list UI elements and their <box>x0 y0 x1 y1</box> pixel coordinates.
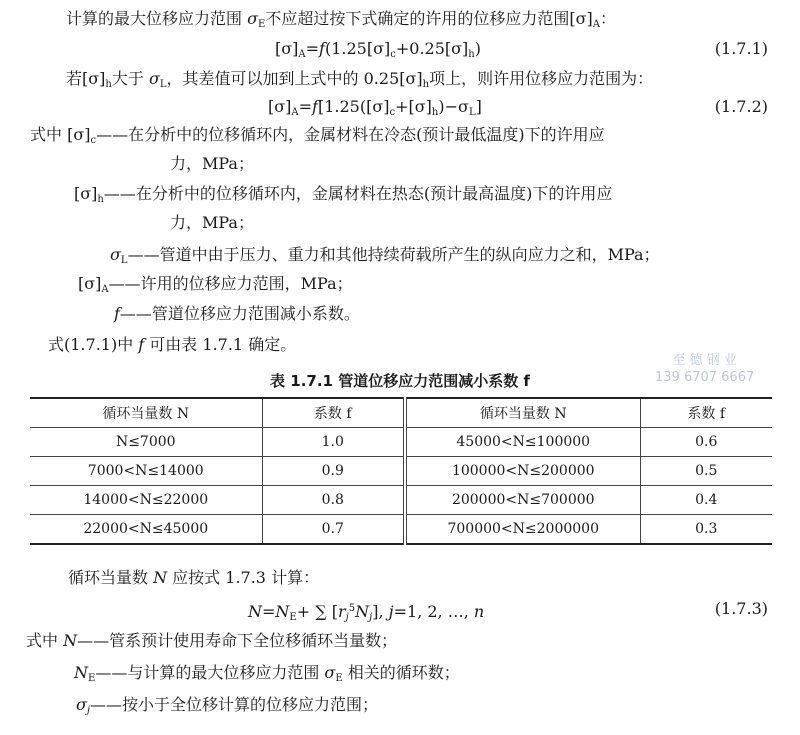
table-row <box>30 515 772 545</box>
text-segment: = <box>305 39 320 58</box>
text-line <box>76 694 378 722</box>
table-header-row <box>30 398 772 428</box>
reduction-factor-table <box>30 397 772 545</box>
text-segment: h <box>431 107 439 118</box>
text-segment: [σ] <box>78 274 102 293</box>
table-row <box>30 428 772 457</box>
cycles-cell: 14000<N≤22000 <box>30 486 262 515</box>
text-segment: ——许用的位移应力范围，MPa； <box>108 274 353 293</box>
text-line <box>248 598 484 629</box>
watermark-phone: 139 6707 6667 <box>655 370 755 385</box>
text-segment: 若[σ] <box>66 69 106 88</box>
text-segment: + ∑ [ <box>296 602 338 621</box>
text-segment: 计算的最大位移应力范围 <box>66 9 248 28</box>
text-segment: f <box>138 335 145 354</box>
cycles-cell: 22000<N≤45000 <box>30 515 262 545</box>
text-line <box>68 567 319 589</box>
text-segment: N <box>74 663 88 682</box>
text-segment: = <box>262 602 276 621</box>
text-segment: 不应超过按下式确定的许用的位移应力范围[σ] <box>265 9 593 28</box>
text-segment: c <box>90 135 97 146</box>
equation-number: (1.7.1) <box>714 39 768 58</box>
text-segment: ] <box>475 97 482 116</box>
text-segment: ，其差值可以加到上式中的 0.25[σ] <box>166 69 423 88</box>
text-segment: (1.25[σ] <box>324 39 391 58</box>
text-segment: ——管系预计使用寿命下全位移循环当量数； <box>77 631 398 650</box>
factor-cell: 1.0 <box>262 428 405 457</box>
text-segment: 循环当量数 <box>68 568 154 587</box>
text-segment: =1, 2, …, <box>393 602 474 621</box>
text-segment: h <box>422 79 430 90</box>
text-segment: ——与计算的最大位移应力范围 <box>95 663 325 682</box>
text-segment: )−σ <box>438 97 469 116</box>
cycles-cell: 7000<N≤14000 <box>30 457 262 486</box>
text-segment: 式(1.7.1)中 <box>48 335 139 354</box>
text-segment: 式中 [σ] <box>30 125 91 144</box>
text-line <box>268 96 482 124</box>
text-segment: ——按小于全位移计算的位移应力范围； <box>90 695 379 714</box>
text-segment: σ <box>76 695 87 714</box>
text-line <box>26 630 397 652</box>
text-segment: 式中 <box>26 631 64 650</box>
text-segment: L <box>120 255 128 266</box>
text-segment: σ <box>324 663 336 682</box>
text-segment: A <box>592 19 600 30</box>
header-factor: 系数 f <box>262 398 405 428</box>
text-segment: ——在分析中的位移循环内，金属材料在冷态(预计最低温度)下的许用应 <box>96 125 605 144</box>
text-segment: E <box>258 19 266 30</box>
text-segment: A <box>298 49 306 60</box>
text-segment: N <box>275 602 290 621</box>
text-segment: 大于 <box>111 69 149 88</box>
text-segment: A <box>291 107 299 118</box>
text-segment: ——管道位移应力范围减小系数。 <box>119 304 360 323</box>
text-segment: j <box>369 612 373 623</box>
text-segment: +0.25[σ] <box>395 39 469 58</box>
text-segment: σ <box>110 245 121 264</box>
text-segment: N <box>153 568 168 587</box>
factor-cell: 0.6 <box>640 428 772 457</box>
text-segment: A <box>101 284 109 295</box>
cycles-cell: 100000<N≤200000 <box>405 457 640 486</box>
text-segment: h <box>105 79 112 90</box>
header-cycles: 循环当量数 N <box>405 398 640 428</box>
text-line <box>110 244 660 272</box>
text-line <box>48 334 296 356</box>
text-segment: f <box>319 39 325 58</box>
equation-number: (1.7.2) <box>714 97 768 116</box>
text-segment: h <box>97 194 104 205</box>
text-segment: [σ] <box>268 97 292 116</box>
factor-cell: 0.5 <box>640 457 772 486</box>
cycles-cell: 45000<N≤100000 <box>405 428 640 457</box>
text-segment: r <box>337 602 346 621</box>
text-segment: j <box>388 602 394 621</box>
text-line <box>74 183 612 211</box>
text-segment: n <box>473 602 485 621</box>
cycles-cell: 200000<N≤700000 <box>405 486 640 515</box>
text-segment: +[σ] <box>395 97 432 116</box>
text-segment: c <box>389 107 396 118</box>
text-segment: 力，MPa； <box>170 213 254 232</box>
cycles-cell: N≤7000 <box>30 428 262 457</box>
text-segment: 可由表 1.7.1 确定。 <box>144 335 297 354</box>
factor-cell: 0.7 <box>262 515 405 545</box>
factor-cell: 0.8 <box>262 486 405 515</box>
text-segment: ： <box>599 9 616 28</box>
text-segment: ——管道中由于压力、重力和其他持续荷载所产生的纵向应力之和，MPa； <box>127 245 660 264</box>
table-row <box>30 457 772 486</box>
table-caption: 表 1.7.1 管道位移应力范围减小系数 f <box>270 372 530 390</box>
text-segment: j <box>86 705 91 716</box>
text-segment: σ <box>247 9 259 28</box>
text-line <box>170 212 254 234</box>
text-segment: h <box>468 49 475 60</box>
text-segment: N <box>355 602 370 621</box>
text-segment: [σ] <box>275 39 299 58</box>
text-line <box>78 273 353 301</box>
text-segment: N <box>63 631 78 650</box>
text-segment: N <box>248 602 262 621</box>
text-segment: = <box>298 97 313 116</box>
text-segment: E <box>335 673 343 684</box>
equation-number: (1.7.3) <box>714 599 768 618</box>
text-segment: c <box>390 49 396 60</box>
text-segment: 项上，则许用位移应力范围为： <box>429 69 654 88</box>
text-segment: 应按式 1.7.3 计算： <box>167 568 320 587</box>
text-segment: 相关的循环数； <box>342 663 460 682</box>
text-segment: E <box>289 612 297 623</box>
header-cycles: 循环当量数 N <box>30 398 262 428</box>
header-factor: 系数 f <box>640 398 772 428</box>
text-segment: [σ] <box>74 184 98 203</box>
text-segment: L <box>159 79 167 90</box>
factor-cell: 0.9 <box>262 457 405 486</box>
text-line <box>74 662 460 690</box>
text-segment: 力，MPa； <box>170 154 254 173</box>
factor-cell: 0.4 <box>640 486 772 515</box>
text-line <box>114 303 360 325</box>
text-line <box>275 38 481 66</box>
text-segment: f <box>114 304 120 323</box>
text-segment: f <box>312 97 318 116</box>
text-segment: E <box>88 673 96 684</box>
text-segment: j <box>345 612 349 623</box>
text-segment: 5 <box>348 603 356 614</box>
text-line <box>30 124 605 152</box>
text-segment: [1.25([σ] <box>317 97 390 116</box>
text-segment: ——在分析中的位移循环内，金属材料在热态(预计最高温度)下的许用应 <box>103 184 613 203</box>
text-line <box>66 8 616 36</box>
watermark-company: 至 德 钢 业 <box>672 353 737 368</box>
factor-cell: 0.3 <box>640 515 772 545</box>
watermark <box>655 352 754 386</box>
text-segment: ) <box>474 39 481 58</box>
text-segment: L <box>468 107 476 118</box>
text-line <box>170 153 254 175</box>
cycles-cell: 700000<N≤2000000 <box>405 515 640 545</box>
text-line <box>66 68 653 96</box>
text-segment: σ <box>148 69 160 88</box>
table-row <box>30 486 772 515</box>
text-segment: ], <box>372 602 389 621</box>
